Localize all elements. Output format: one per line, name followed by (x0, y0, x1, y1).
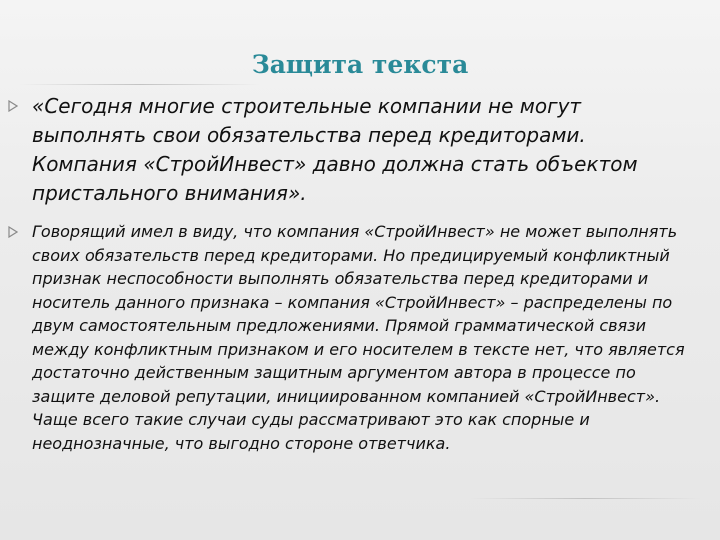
triangle-bullet-icon (8, 226, 18, 238)
title-divider (20, 84, 260, 85)
triangle-bullet-icon (8, 100, 18, 112)
quote-paragraph: «Сегодня многие строительные компании не могут выполнять свои обязательства перед кредиторами. Компания «СтройИнвест» давно должна стать объектом пристального внимания». (32, 94, 638, 205)
slide-title: Защита текста (251, 50, 469, 79)
bottom-divider (470, 498, 700, 499)
analysis-paragraph: Говорящий имел в виду, что компания «СтройИнвест» не может выполнять своих обязательств перед кредиторами. Но предицируемый конфликтный признак неспособности выполнять обязательства перед кредиторами и носитель данного признака – компания «СтройИнвест» – распределены по двум самостоятельным предложениями. Прямой грамматической связи между конфликтным признаком и его носителем в тексте нет, что является достаточно действенным защитным аргументом автора в процессе по защите деловой репутации, инициированном компанией «СтройИнвест». Чаще всего такие случаи суды рассматривают это как спорные и неоднозначные, что выгодно стороне ответчика. (32, 222, 685, 453)
